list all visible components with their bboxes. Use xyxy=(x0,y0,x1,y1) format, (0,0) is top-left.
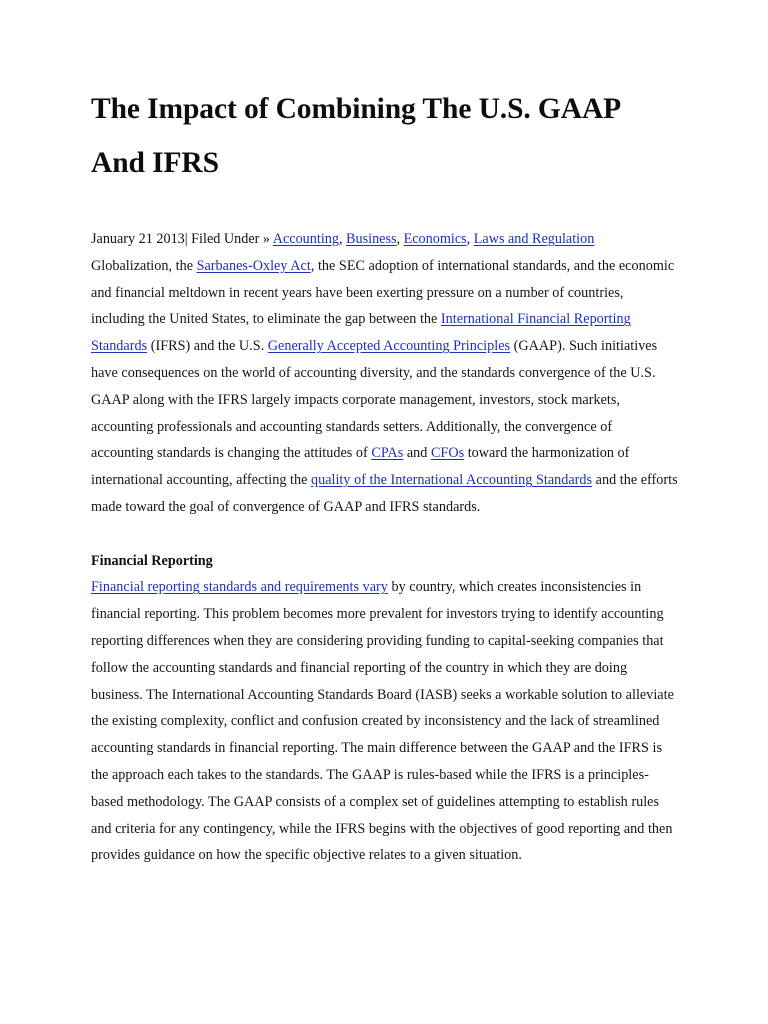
cpas-link[interactable]: CPAs xyxy=(371,445,404,462)
financial-reporting-standards-link[interactable]: Financial reporting standards and requirements vary xyxy=(91,579,388,596)
intro-text-4: (GAAP). Such initiatives have consequences on the world of accounting diversity, and the standards convergence of the U.S. GAAP along with the IFRS largely impacts corporate management, investors, stock markets, accounting professionals and accounting standards setters. Additionally, the convergence of accounting standards is changing the attitudes of xyxy=(91,338,658,462)
filed-under-label: | Filed Under » xyxy=(184,231,270,247)
financial-reporting-text: by country, which creates inconsistencies in financial reporting. This problem becomes more prevalent for investors trying to identify accounting reporting differences when they are considering providing funding to capital-seeking companies that follow the accounting standards and financial reporting of the country in which they are doing business. The International Accounting Standards Board (IASB) seeks a workable solution to alleviate the existing complexity, conflict and confusion created by inconsistency and the lack of streamlined accounting standards in financial reporting. The main difference between the GAAP and the IFRS is the approach each takes to the standards. The GAAP is rules-based while the IFRS is a principles-based methodology. The GAAP consists of a complex set of guidelines attempting to establish rules and criteria for any contingency, while the IFRS begins with the objectives of good reporting and then provides guidance on how the specific objective relates to a given situation. xyxy=(91,579,674,864)
category-accounting-link[interactable]: Accounting xyxy=(272,231,339,247)
category-economics-link[interactable]: Economics xyxy=(403,231,467,247)
article-title: The Impact of Combining The U.S. GAAP And IFRS xyxy=(91,93,620,179)
category-business-link[interactable]: Business xyxy=(346,231,397,247)
financial-reporting-paragraph xyxy=(91,574,678,869)
article-meta: January 21 2013| Filed Under » Accounting, Business, Economics, Laws and Regulation xyxy=(91,231,595,247)
sarbanes-oxley-link[interactable]: Sarbanes-Oxley Act xyxy=(196,257,311,274)
intro-text-3: (IFRS) and the U.S. xyxy=(147,338,268,355)
intro-text-7: and the efforts made toward the goal of convergence of GAAP and IFRS standards. xyxy=(91,472,678,515)
intro-text-2: , the SEC adoption of international standards, and the economic and financial meltdown in recent years have been exerting pressure on a number of countries, including the United States, to eliminate the gap between the xyxy=(91,257,675,328)
intro-text-6: toward the harmonization of international accounting, affecting the xyxy=(91,445,630,489)
gaap-link[interactable]: Generally Accepted Accounting Principles xyxy=(267,338,511,355)
ifrs-link[interactable]: International Financial Reporting Standards xyxy=(91,311,631,355)
quality-ias-link[interactable]: quality of the International Accounting Standards xyxy=(310,472,593,489)
intro-text-5: and xyxy=(403,445,431,462)
category-laws-regulation-link[interactable]: Laws and Regulation xyxy=(473,231,595,247)
cfos-link[interactable]: CFOs xyxy=(430,445,465,462)
article-date: January 21 2013 xyxy=(91,231,185,247)
intro-paragraph xyxy=(91,253,678,521)
financial-reporting-heading: Financial Reporting xyxy=(91,552,213,569)
intro-text-1: Globalization, the xyxy=(91,257,197,274)
